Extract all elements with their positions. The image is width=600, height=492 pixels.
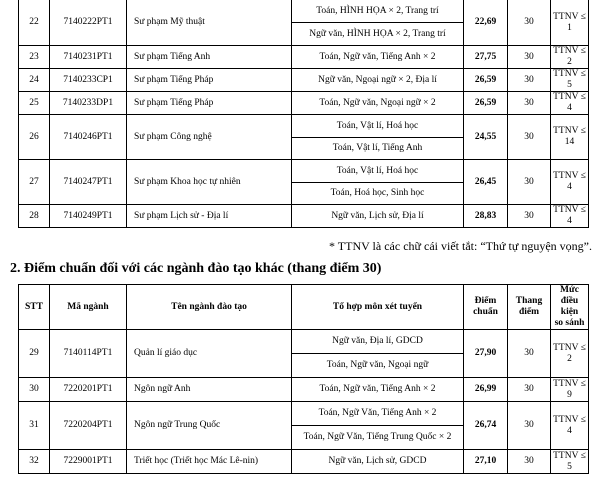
score-cell: 24,55 <box>464 115 508 160</box>
scale-cell: 30 <box>508 69 551 92</box>
score-cell: 26,45 <box>464 160 508 205</box>
scale-cell: 30 <box>508 330 551 378</box>
code-cell: 7140247PT1 <box>50 160 127 205</box>
stt-cell: 31 <box>19 402 50 450</box>
condition-cell: TTNV ≤ 4 <box>551 160 589 205</box>
scale-cell: 30 <box>508 402 551 450</box>
code-cell: 7140114PT1 <box>50 330 127 378</box>
table-row <box>19 378 589 402</box>
combo-cell: Toán, Ngữ Văn, Tiếng Trung Quốc × 2 <box>292 426 464 450</box>
stt-cell: 29 <box>19 330 50 378</box>
stt-cell: 30 <box>19 378 50 402</box>
combo-cell: Ngữ văn, HÌNH HỌA × 2, Trang trí <box>292 23 464 46</box>
section-heading: 2. Điểm chuẩn đối với các ngành đào tạo khác (thang điểm 30) <box>10 261 382 276</box>
combo-cell: Toán, Vật lí, Hoá học <box>292 160 464 183</box>
code-cell: 7220204PT1 <box>50 402 127 450</box>
admission-table-2 <box>18 284 589 474</box>
stt-cell: 26 <box>19 115 50 160</box>
combo-cell: Toán, Vật lí, Hoá học <box>292 115 464 138</box>
header-cond-line2: điều kiện <box>560 296 579 317</box>
scale-cell: 30 <box>508 0 551 46</box>
score-cell: 27,10 <box>464 450 508 474</box>
code-cell: 7140233DP1 <box>50 92 127 115</box>
score-cell: 26,74 <box>464 402 508 450</box>
name-cell: Sư phạm Tiếng Pháp <box>127 69 292 92</box>
scale-cell: 30 <box>508 450 551 474</box>
header-score-line1: Điểm <box>474 296 497 306</box>
scale-cell: 30 <box>508 205 551 228</box>
name-cell: Triết học (Triết học Mác Lê-nin) <box>127 450 292 474</box>
name-cell: Sư phạm Khoa học tự nhiên <box>127 160 292 205</box>
scale-cell: 30 <box>508 115 551 160</box>
table-row <box>19 205 589 228</box>
header-cond-line3: so sánh <box>554 318 585 328</box>
table-row <box>19 450 589 474</box>
scale-cell: 30 <box>508 378 551 402</box>
combo-cell: Toán, Ngữ văn, Ngoại ngữ × 2 <box>292 92 464 115</box>
condition-cell: TTNV ≤ 5 <box>551 69 589 92</box>
stt-cell: 23 <box>19 46 50 69</box>
stt-cell: 32 <box>19 450 50 474</box>
condition-cell: TTNV ≤ 2 <box>551 330 589 378</box>
stt-cell: 28 <box>19 205 50 228</box>
condition-cell: TTNV ≤ 14 <box>551 115 589 160</box>
name-cell: Sư phạm Mỹ thuật <box>127 0 292 46</box>
score-cell: 28,83 <box>464 205 508 228</box>
header-cond-line1: Mức <box>560 285 579 295</box>
score-cell: 22,69 <box>464 0 508 46</box>
name-cell: Sư phạm Lịch sử - Địa lí <box>127 205 292 228</box>
admission-table-1 <box>18 0 589 228</box>
header-name: Tên ngành đào tạo <box>127 285 292 330</box>
condition-cell: TTNV ≤ 4 <box>551 92 589 115</box>
stt-cell: 25 <box>19 92 50 115</box>
score-cell: 27,90 <box>464 330 508 378</box>
code-cell: 7140222PT1 <box>50 0 127 46</box>
combo-cell: Toán, Ngữ văn, Ngoại ngữ <box>292 354 464 378</box>
header-scale-line1: Thang <box>515 296 543 306</box>
score-cell: 26,99 <box>464 378 508 402</box>
combo-cell: Ngữ văn, Ngoại ngữ × 2, Địa lí <box>292 69 464 92</box>
name-cell: Sư phạm Công nghệ <box>127 115 292 160</box>
condition-cell: TTNV ≤ 4 <box>551 402 589 450</box>
combo-cell: Toán, Hoá học, Sinh học <box>292 183 464 205</box>
combo-cell: Toán, Ngữ văn, Tiếng Anh × 2 <box>292 378 464 402</box>
name-cell: Sư phạm Tiếng Pháp <box>127 92 292 115</box>
condition-cell: TTNV ≤ 5 <box>551 450 589 474</box>
header-scale <box>508 285 551 330</box>
header-score <box>464 285 508 330</box>
name-cell: Ngôn ngữ Anh <box>127 378 292 402</box>
code-cell: 7140249PT1 <box>50 205 127 228</box>
code-cell: 7140246PT1 <box>50 115 127 160</box>
combo-cell: Toán, Ngữ văn, Tiếng Anh × 2 <box>292 46 464 69</box>
abbreviation-note: * TTNV là các chữ cái viết tắt: “Thứ tự nguyện vọng”. <box>329 239 592 253</box>
code-cell: 7229001PT1 <box>50 450 127 474</box>
header-stt: STT <box>19 285 50 330</box>
table-header-row <box>19 285 589 330</box>
combo-cell: Toán, Ngữ Văn, Tiếng Anh × 2 <box>292 402 464 426</box>
stt-cell: 27 <box>19 160 50 205</box>
table-row <box>19 330 589 354</box>
table-row <box>19 69 589 92</box>
combo-cell: Toán, Vật lí, Tiếng Anh <box>292 138 464 160</box>
combo-cell: Ngữ văn, Địa lí, GDCD <box>292 330 464 354</box>
stt-cell: 24 <box>19 69 50 92</box>
condition-cell: TTNV ≤ 2 <box>551 46 589 69</box>
combo-cell: Ngữ văn, Lịch sử, GDCD <box>292 450 464 474</box>
table-row <box>19 115 589 138</box>
table-row <box>19 46 589 69</box>
code-cell: 7220201PT1 <box>50 378 127 402</box>
code-cell: 7140233CP1 <box>50 69 127 92</box>
condition-cell: TTNV ≤ 9 <box>551 378 589 402</box>
header-condition <box>551 285 589 330</box>
stt-cell: 22 <box>19 0 50 46</box>
condition-cell: TTNV ≤ 1 <box>551 0 589 46</box>
table-row <box>19 402 589 426</box>
table-row <box>19 160 589 183</box>
table-row <box>19 0 589 23</box>
scale-cell: 30 <box>508 92 551 115</box>
code-cell: 7140231PT1 <box>50 46 127 69</box>
header-combo: Tổ hợp môn xét tuyển <box>292 285 464 330</box>
combo-cell: Toán, HÌNH HỌA × 2, Trang trí <box>292 0 464 23</box>
name-cell: Sư phạm Tiếng Anh <box>127 46 292 69</box>
header-score-line2: chuẩn <box>473 307 498 317</box>
combo-cell: Ngữ văn, Lịch sử, Địa lí <box>292 205 464 228</box>
score-cell: 27,75 <box>464 46 508 69</box>
scale-cell: 30 <box>508 160 551 205</box>
header-scale-line2: điểm <box>518 307 540 317</box>
name-cell: Ngôn ngữ Trung Quốc <box>127 402 292 450</box>
score-cell: 26,59 <box>464 69 508 92</box>
condition-cell: TTNV ≤ 4 <box>551 205 589 228</box>
scale-cell: 30 <box>508 46 551 69</box>
score-cell: 26,59 <box>464 92 508 115</box>
table-row <box>19 92 589 115</box>
header-code: Mã ngành <box>50 285 127 330</box>
name-cell: Quản lí giáo dục <box>127 330 292 378</box>
